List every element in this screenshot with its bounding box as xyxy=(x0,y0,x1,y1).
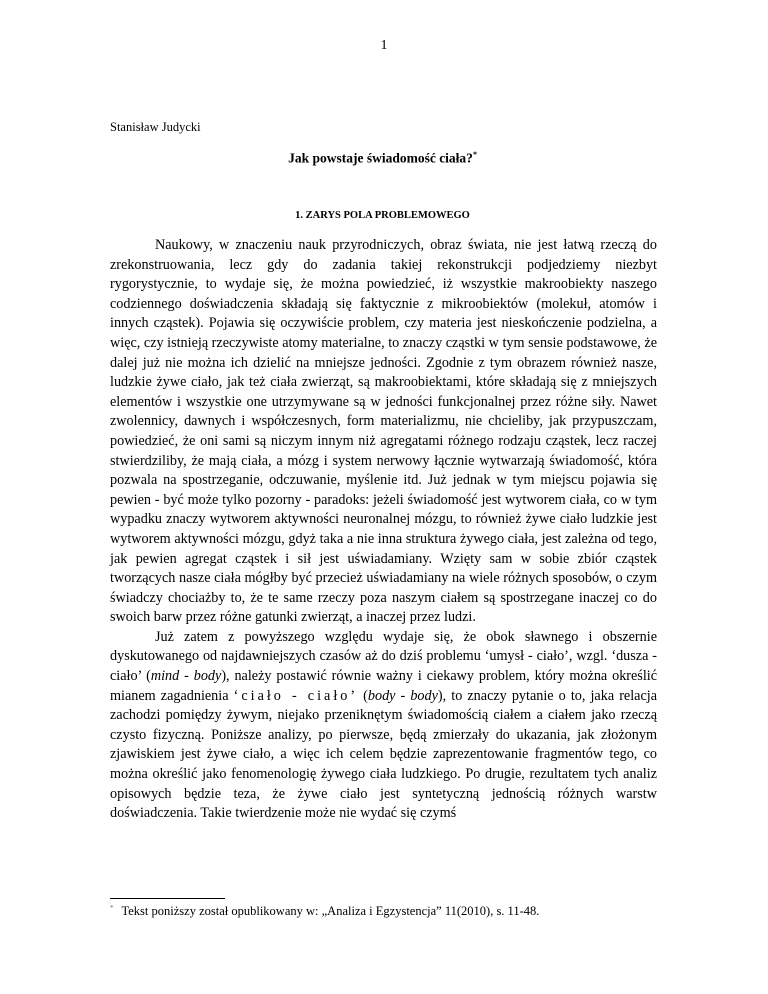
paragraph-2-part-1: Już zatem z powyższego względu wydaje się, że obok sławnego i obszernie dyskutowanego od najdawniejszych czasów aż do dziś problemu ‘umysł - ciało’, wzgl. ‘dusza - ciało’ ( xyxy=(110,628,657,685)
article-title-text: Jak powstaje świadomość ciała? xyxy=(288,150,473,166)
term-body-body: body - body xyxy=(367,687,438,704)
footnote-reference: * xyxy=(472,150,477,159)
paragraph-2-part-2: ), należy postawić równie ważny i ciekawy problem, który można określić mianem zagadnienia xyxy=(110,668,658,704)
paragraph-1: Naukowy, w znaczeniu nauk przyrodniczych, obraz świata, nie jest łatwą rzeczą do zrekonstruowania, lecz gdy do zadania takiej rekonstrukcji podjedziemy niezbyt rygorystycznie, to wydaje się, że można powiedzieć, iż wszystkie makroobiekty naszego codziennego doświadczenia składają się faktycznie z mikroobiektów (molekuł, atomów i innych cząstek). Pojawia się oczywiście problem, czy materia jest nieskończenie podzielna, a więc, czy istnieją rzeczywiste atomy materialne, to znaczy cząstki w tym sensie podstawowe, że dalej już nie można ich dzielić na mniejsze jedności. Zgodnie z tym obrazem również nasze, ludzkie żywe ciało, jak też ciała zwierząt, są makroobiektami, które składają się z mniejszych elementów i wszystkie one utrzymywane są w jedności funkcjonalnej przez różne siły. Nawet zwolennicy, dawnych i współczesnych, form materializmu, nie chcieliby, jak przypuszczam, powiedzieć, że oni sami są niczym innym niż agregatami różnego rodzaju cząstek, lecz raczej stwierdziliby, że mają ciała, a mózg i system nerwowy łącznie wytwarzają świadomość, która pozwala na spostrzeganie, odczuwanie, myślenie itd. Już jednak w tym miejscu pojawia się pewien - być może tylko pozorny - paradoks: jeżeli świadomość jest wytworem ciała, co w tym wypadku znaczy wytworem aktywności neuronalnej mózgu, to również żywe ciało ludzkie jest wytworem aktywności mózgu, gdyż taka a nie inna struktura żywego ciała, jest zależna od tego, jak pewien agregat cząstek i sił jest uświadamiany. Wzięty sam w sobie zbiór cząstek tworzących nasze ciała mógłby być przecież uświadamiany na wiele różnych sposobów, o czym świadczy chociażby to, że te same rzeczy poza naszym ciałem są spostrzegane inaczej co do swoich barw przez różne gatunki zwierząt, a inaczej przez ludzi. xyxy=(110,237,657,626)
paragraph-2 xyxy=(110,628,657,824)
footnote-marker: * xyxy=(110,904,114,912)
footnote-divider xyxy=(110,898,225,899)
section-heading: 1. ZARYS POLA PROBLEMOWEGO xyxy=(295,210,470,221)
page-number: 1 xyxy=(380,38,388,53)
footnote xyxy=(110,904,670,919)
body-text xyxy=(110,236,657,824)
author-name: Stanisław Judycki xyxy=(110,120,201,134)
footnote-text: Tekst poniższy został opublikowany w: „Analiza i Egzystencja” 11(2010), s. 11-48. xyxy=(121,904,540,919)
article-title xyxy=(110,150,655,167)
paragraph-2-part-4: ), to znaczy pytanie o to, jaka relacja zachodzi pomiędzy żywym, niejako przeniknętym świadomością ciałem a ciałem jako rzeczą czysto fizyczną. Poniższe analizy, po pierwsze, będą zmierzały do ukazania, jak złożonym zjawiskiem jest żywe ciało, a więc ich celem będzie zaprezentowanie fragmentów tego, co można określić jako fenomenologię żywego ciała ludzkiego. Po drugie, rezultatem tych analiz opisowych będzie teza, że żywe ciało jest syntetyczną jednością różnych warstw doświadczenia. Takie twierdzenie może nie wydać się czymś xyxy=(110,687,657,822)
term-mind-body: mind - body xyxy=(150,668,222,685)
paragraph-2-part-3: ( xyxy=(358,687,368,704)
term-cialo-cialo: ‘ciało - ciało’ xyxy=(233,687,359,704)
